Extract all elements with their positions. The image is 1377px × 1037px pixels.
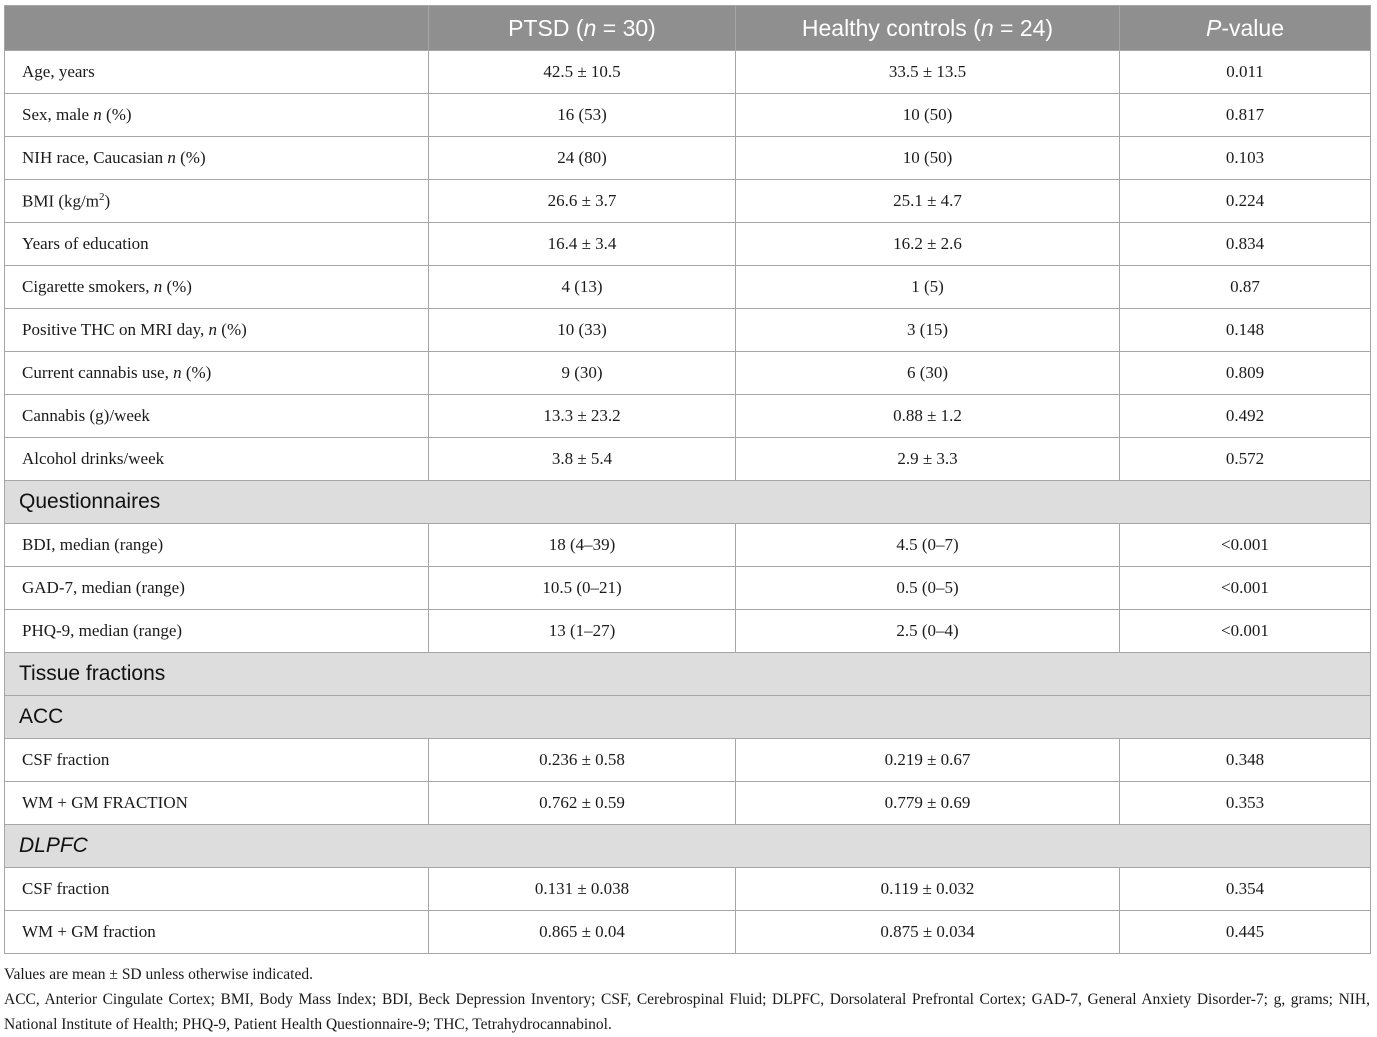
ptsd-value: 26.6 ± 3.7	[429, 180, 736, 223]
p-value: <0.001	[1120, 524, 1371, 567]
row-label: BMI $(kg/m^2)$	[5, 180, 429, 223]
section-title: ACC	[5, 696, 1371, 739]
table-row	[5, 266, 1371, 309]
hc-value: 33.5 ± 13.5	[736, 51, 1120, 94]
section-title: Questionnaires	[5, 481, 1371, 524]
row-label: PHQ-9, median (range)	[5, 610, 429, 653]
p-value: 0.011	[1120, 51, 1371, 94]
hc-value: 0.779 ± 0.69	[736, 782, 1120, 825]
hc-value: 10 (50)	[736, 137, 1120, 180]
row-label: Current cannabis use, n (%)	[5, 352, 429, 395]
header-ptsd: PTSD (n = 30)	[429, 6, 736, 51]
row-label: WM + GM fraction	[5, 911, 429, 954]
row-label: BDI, median (range)	[5, 524, 429, 567]
hc-value: 16.2 ± 2.6	[736, 223, 1120, 266]
ptsd-value: 0.865 ± 0.04	[429, 911, 736, 954]
table-row	[5, 180, 1371, 223]
table-row	[5, 610, 1371, 653]
row-label: WM + GM FRACTION	[5, 782, 429, 825]
table-row	[5, 51, 1371, 94]
hc-value: 2.5 (0–4)	[736, 610, 1120, 653]
ptsd-value: 0.762 ± 0.59	[429, 782, 736, 825]
p-value: 0.809	[1120, 352, 1371, 395]
table-container	[4, 5, 1370, 954]
ptsd-value: 3.8 ± 5.4	[429, 438, 736, 481]
table-row	[5, 352, 1371, 395]
ptsd-value: 9 (30)	[429, 352, 736, 395]
p-value: 0.87	[1120, 266, 1371, 309]
row-label: Cannabis (g)/week	[5, 395, 429, 438]
p-value: <0.001	[1120, 610, 1371, 653]
hc-value: 2.9 ± 3.3	[736, 438, 1120, 481]
p-value: 0.492	[1120, 395, 1371, 438]
header-variable	[5, 6, 429, 51]
hc-value: 0.875 ± 0.034	[736, 911, 1120, 954]
table-row	[5, 868, 1371, 911]
table-row	[5, 395, 1371, 438]
p-value: <0.001	[1120, 567, 1371, 610]
p-value: 0.148	[1120, 309, 1371, 352]
hc-value: 4.5 (0–7)	[736, 524, 1120, 567]
table-row	[5, 567, 1371, 610]
footnote-values: Values are mean ± SD unless otherwise indicated.	[4, 966, 313, 983]
p-value: 0.103	[1120, 137, 1371, 180]
section-row-dlpfc	[5, 825, 1371, 868]
ptsd-value: 24 (80)	[429, 137, 736, 180]
ptsd-value: 10.5 (0–21)	[429, 567, 736, 610]
hc-value: 10 (50)	[736, 94, 1120, 137]
hc-value: 0.119 ± 0.032	[736, 868, 1120, 911]
row-label: CSF fraction	[5, 739, 429, 782]
p-value: 0.572	[1120, 438, 1371, 481]
row-label: Alcohol drinks/week	[5, 438, 429, 481]
ptsd-value: 16.4 ± 3.4	[429, 223, 736, 266]
ptsd-value: 42.5 ± 10.5	[429, 51, 736, 94]
hc-value: 0.88 ± 1.2	[736, 395, 1120, 438]
row-label: CSF fraction	[5, 868, 429, 911]
table-row	[5, 911, 1371, 954]
row-label: NIH race, Caucasian n (%)	[5, 137, 429, 180]
row-label: Cigarette smokers, n (%)	[5, 266, 429, 309]
hc-value: 0.5 (0–5)	[736, 567, 1120, 610]
ptsd-value: 0.131 ± 0.038	[429, 868, 736, 911]
row-label: GAD-7, median (range)	[5, 567, 429, 610]
header-p-value: P-value	[1120, 6, 1371, 51]
section-title: DLPFC	[5, 825, 1371, 868]
ptsd-value: 10 (33)	[429, 309, 736, 352]
p-value: 0.817	[1120, 94, 1371, 137]
p-value: 0.834	[1120, 223, 1371, 266]
p-value: 0.348	[1120, 739, 1371, 782]
section-row-questionnaires	[5, 481, 1371, 524]
footnote-abbreviations: ACC, Anterior Cingulate Cortex; BMI, Body Mass Index; BDI, Beck Depression Inventory; CSF, Cerebrospinal Fluid; DLPFC, Dorsolateral Prefrontal Cortex; GAD-7, General Anxiety Disorder-7; g, grams; NIH, National Institute of Health; PHQ-9, Patient Health Questionnaire-9; THC, Tetrahydrocannabinol.	[4, 991, 1370, 1033]
row-label: Age, years	[5, 51, 429, 94]
ptsd-value: 4 (13)	[429, 266, 736, 309]
p-value: 0.445	[1120, 911, 1371, 954]
p-value: 0.224	[1120, 180, 1371, 223]
p-value: 0.354	[1120, 868, 1371, 911]
table-row	[5, 782, 1371, 825]
hc-value: 1 (5)	[736, 266, 1120, 309]
table-row	[5, 94, 1371, 137]
table-row	[5, 309, 1371, 352]
ptsd-value: 18 (4–39)	[429, 524, 736, 567]
header-row	[5, 6, 1371, 51]
hc-value: 0.219 ± 0.67	[736, 739, 1120, 782]
table-row	[5, 223, 1371, 266]
table-row	[5, 438, 1371, 481]
table-row	[5, 137, 1371, 180]
header-healthy-controls: Healthy controls (n = 24)	[736, 6, 1120, 51]
hc-value: 3 (15)	[736, 309, 1120, 352]
table-row	[5, 524, 1371, 567]
section-row-acc	[5, 696, 1371, 739]
row-label: Years of education	[5, 223, 429, 266]
demographics-table	[4, 5, 1371, 954]
p-value: 0.353	[1120, 782, 1371, 825]
ptsd-value: 0.236 ± 0.58	[429, 739, 736, 782]
section-title: Tissue fractions	[5, 653, 1371, 696]
ptsd-value: 16 (53)	[429, 94, 736, 137]
hc-value: 6 (30)	[736, 352, 1120, 395]
table-footnotes	[4, 962, 1370, 1037]
section-row-tissue-fractions	[5, 653, 1371, 696]
row-label: Sex, male n (%)	[5, 94, 429, 137]
ptsd-value: 13.3 ± 23.2	[429, 395, 736, 438]
ptsd-value: 13 (1–27)	[429, 610, 736, 653]
row-label: Positive THC on MRI day, n (%)	[5, 309, 429, 352]
table-row	[5, 739, 1371, 782]
hc-value: 25.1 ± 4.7	[736, 180, 1120, 223]
